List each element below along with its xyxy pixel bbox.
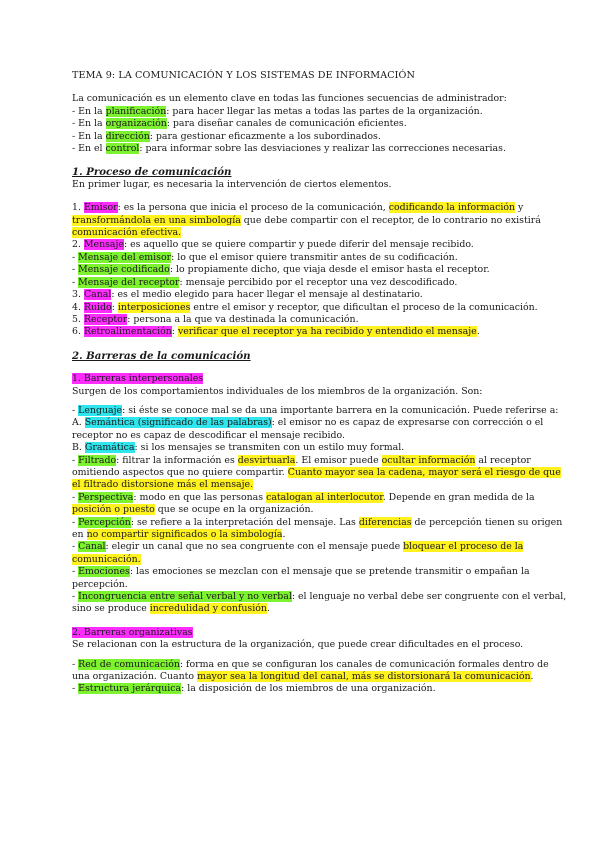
barrier-incongruencia-cont: sino se produce incredulidad y confusión. bbox=[72, 603, 270, 615]
sub-item: - Mensaje codificado: lo propiamente dicho, que viaja desde el emisor hasta el receptor. bbox=[72, 264, 490, 276]
subsection-label: 2. Barreras organizativas bbox=[72, 626, 193, 638]
intro-lead: La comunicación es un elemento clave en todas las funciones secuencias de administrador: bbox=[72, 93, 507, 105]
section-lead: En primer lugar, es necesaria la intervención de ciertos elementos. bbox=[72, 178, 392, 190]
intro-item: - En el control: para informar sobre las desviaciones y realizar las correcciones necesarias. bbox=[72, 143, 506, 155]
element-receptor: 5. Receptor: persona a la que va destinada la comunicación. bbox=[72, 313, 359, 325]
subsection-lead: Se relacionan con la estructura de la organización, que puede crear dificultades en el proceso. bbox=[72, 639, 524, 651]
barrier-incongruencia: - Incongruencia entre señal verbal y no verbal: el lenguaje no verbal debe ser congruente con el verbal, bbox=[72, 591, 567, 603]
intro-item: - En la dirección: para gestionar eficazmente a los subordinados. bbox=[72, 130, 381, 142]
subsection-lead: Surgen de los comportamientos individuales de los miembros de la organización. Son: bbox=[72, 385, 483, 397]
intro-item: - En la organización: para diseñar canales de comunicación eficientes. bbox=[72, 118, 407, 130]
element-ruido: 4. Ruido: interposiciones entre el emisor y receptor, que dificultan el proceso de la comunicación. bbox=[72, 301, 538, 313]
barrier-red-cont: una organización. Cuanto mayor sea la longitud del canal, más se distorsionará la comunicación. bbox=[72, 671, 534, 683]
barrier-semantica: A. Semántica (significado de las palabras): el emisor no es capaz de expresarse con corrección o el bbox=[72, 417, 544, 429]
barrier-semantica-cont: receptor no es capaz de descodificar el mensaje recibido. bbox=[72, 429, 345, 441]
barrier-filtrado-cont: el filtrado distorsione más el mensaje. bbox=[72, 479, 254, 491]
element-emisor: 1. Emisor: es la persona que inicia el proceso de la comunicación, codificando la información y bbox=[72, 202, 524, 214]
element-emisor-cont: comunicación efectiva. bbox=[72, 227, 182, 239]
barrier-gramatica: B. Gramática: si los mensajes se transmiten con un estilo muy formal. bbox=[72, 442, 405, 454]
element-emisor-cont: transformándola en una simbología que debe compartir con el receptor, de lo contrario no existirá bbox=[72, 214, 541, 226]
document-page bbox=[72, 70, 567, 696]
sub-item: - Mensaje del emisor: lo que el emisor quiere transmitir antes de su codificación. bbox=[72, 251, 458, 263]
page-title: TEMA 9: LA COMUNICACIÓN Y LOS SISTEMAS DE INFORMACIÓN bbox=[72, 70, 416, 81]
sub-item: - Mensaje del receptor: mensaje percibido por el receptor una vez descodificado. bbox=[72, 276, 458, 288]
barrier-canal-cont: comunicación. bbox=[72, 553, 141, 565]
element-mensaje: 2. Mensaje: es aquello que se quiere compartir y puede diferir del mensaje recibido. bbox=[72, 239, 474, 251]
barrier-percepcion-cont: en no compartir significados o la simbología. bbox=[72, 529, 286, 540]
barrier-red: - Red de comunicación: forma en que se configuran los canales de comunicación formales dentro de bbox=[72, 658, 549, 670]
barrier-canal: - Canal: elegir un canal que no sea congruente con el mensaje puede bloquear el proceso de la bbox=[72, 541, 524, 553]
barrier-emociones-cont: percepción. bbox=[72, 578, 128, 590]
section-heading: 2. Barreras de la comunicación bbox=[72, 349, 251, 362]
intro-item: - En la planificación: para hacer llegar las metas a todas las partes de la organización. bbox=[72, 105, 483, 117]
barrier-filtrado-cont: omitiendo aspectos que no quiere compartir. Cuanto mayor sea la cadena, mayor será el riesgo de que bbox=[72, 466, 561, 478]
barrier-perspectiva-cont: posición o puesto que se ocupe en la organización. bbox=[72, 504, 314, 516]
barrier-estructura: - Estructura jerárquica: la disposición de los miembros de una organización. bbox=[72, 683, 436, 695]
subsection-label: 1. Barreras interpersonales bbox=[72, 373, 204, 385]
section-heading: 1. Proceso de comunicación bbox=[72, 166, 232, 179]
barrier-percepcion: - Percepción: se refiere a la interpretación del mensaje. Las diferencias de percepción tienen su origen bbox=[72, 516, 563, 528]
barrier-emociones: - Emociones: las emociones se mezclan con el mensaje que se pretende transmitir o empañan la bbox=[72, 566, 530, 578]
barrier-lenguaje: - Lenguaje: si éste se conoce mal se da una importante barrera en la comunicación. Puede referirse a: bbox=[72, 404, 559, 416]
element-canal: 3. Canal: es el medio elegido para hacer llegar el mensaje al destinatario. bbox=[72, 289, 423, 301]
barrier-perspectiva: - Perspectiva: modo en que las personas catalogan al interlocutor. Depende en gran medida de la bbox=[72, 491, 535, 503]
barrier-filtrado: - Filtrado: filtrar la información es desvirtuarla. El emisor puede ocultar información al receptor bbox=[72, 454, 531, 466]
element-retroalimentacion: 6. Retroalimentación: verificar que el receptor ya ha recibido y entendido el mensaje. bbox=[72, 326, 480, 338]
